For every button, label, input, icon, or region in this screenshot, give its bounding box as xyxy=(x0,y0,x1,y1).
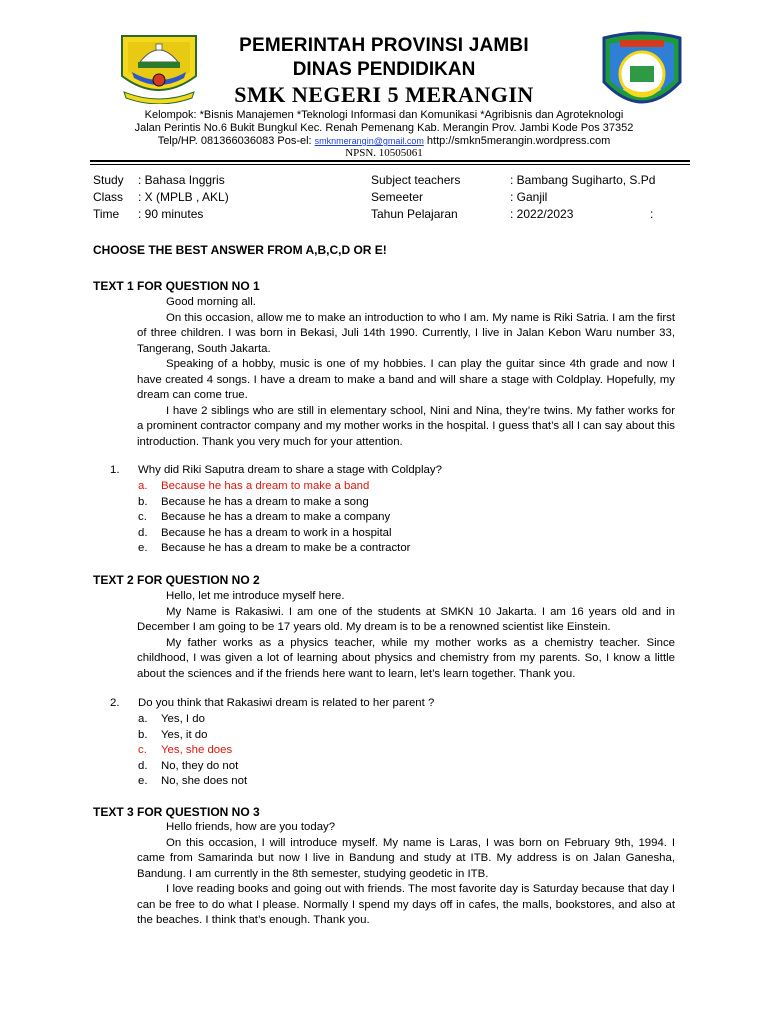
instruction-heading: CHOOSE THE BEST ANSWER FROM A,B,C,D OR E! xyxy=(93,243,387,257)
option-text: Because he has a dream to make be a contractor xyxy=(161,542,411,554)
text2-paragraph: My father works as a physics teacher, while my mother works as a chemistry teacher. Since childhood, I was given a lot of learning about physics and chemistry from my parents. So, I know a little about the sciences and if the friends here want to learn, let’s learn together. Thank you. xyxy=(137,636,675,680)
time-label: Time xyxy=(93,207,120,221)
option-letter: c. xyxy=(138,744,147,756)
text1-heading: TEXT 1 FOR QUESTION NO 1 xyxy=(93,279,260,293)
time-value: : 90 minutes xyxy=(138,207,204,221)
class-label: Class xyxy=(93,190,124,204)
year-label: Tahun Pelajaran xyxy=(371,207,458,221)
header-department-title: DINAS PENDIDIKAN xyxy=(292,59,476,80)
question-number: 1. xyxy=(110,464,120,476)
option-text: No, she does not xyxy=(161,775,248,787)
text1-paragraph: On this occasion, allow me to make an introduction to who I am. My name is Riki Satria. I am the first of three children. I was born in Bekasi, Juli 14th 1990. Currently, I live in Jalan Kebon Waru number 33, Tangerang, South Jakarta. xyxy=(137,311,675,355)
text1-paragraph: Good morning all. xyxy=(166,296,256,308)
option-text: Because he has a dream to make a company xyxy=(161,511,391,523)
option-letter: e. xyxy=(138,775,148,787)
option-text: Because he has a dream to make a band xyxy=(161,480,370,492)
header-school-name: SMK NEGERI 5 MERANGIN xyxy=(234,82,534,107)
text3-heading: TEXT 3 FOR QUESTION NO 3 xyxy=(93,805,260,819)
header-address-line-1: Kelompok: *Bisnis Manajemen *Teknologi Informasi dan Komunikasi *Agribisnis dan Agroteknologi xyxy=(144,109,624,121)
option-letter: a. xyxy=(138,713,148,725)
question-number: 2. xyxy=(110,697,120,709)
header-divider-thin xyxy=(90,164,690,165)
email-link[interactable]: smknmerangin@gmail.com xyxy=(314,136,424,146)
text2-heading: TEXT 2 FOR QUESTION NO 2 xyxy=(93,573,260,587)
question-text: Why did Riki Saputra dream to share a stage with Coldplay? xyxy=(138,464,442,476)
text3-paragraph: Hello friends, how are you today? xyxy=(166,821,336,833)
header-divider-thick xyxy=(90,160,690,162)
option-text: Because he has a dream to work in a hospital xyxy=(161,526,392,539)
teacher-value: : Bambang Sugiharto, S.Pd xyxy=(510,173,656,187)
year-trailing-colon: : xyxy=(650,207,654,221)
study-value: : Bahasa Inggris xyxy=(138,173,225,187)
text3-paragraph: I love reading books and going out with friends. The most favorite day is Saturday because that day I can be free to do what I please. Normally I spend my days off in cafes, the malls, bookstores, and also at the beaches. I think that’s enough. Thank you. xyxy=(137,883,675,926)
option-letter: b. xyxy=(138,728,148,741)
text2-paragraph: Hello, let me introduce myself here. xyxy=(166,590,345,602)
year-value: : 2022/2023 xyxy=(510,207,574,221)
option-letter: a. xyxy=(138,480,148,492)
contact-phone: Telp/HP. 081366036083 Pos-el: xyxy=(157,135,315,147)
text3-passage xyxy=(137,820,675,929)
option-text: Yes, she does xyxy=(161,744,233,756)
option-letter: d. xyxy=(138,526,148,539)
question-text: Do you think that Rakasiwi dream is related to her parent ? xyxy=(138,697,435,709)
text1-paragraph: I have 2 siblings who are still in elementary school, Nini and Nina, they’re twins. My father works for a prominent contractor company and my mother works in the hospital. I guess that’s all I can say about this introduction. Thank you very much for your attention. xyxy=(137,404,675,448)
study-label: Study xyxy=(93,173,124,187)
option-letter: c. xyxy=(138,511,147,523)
header-address-line-2: Jalan Perintis No.6 Bukit Bungkul Kec. Renah Pemenang Kab. Merangin Prov. Jambi Kode Pos 37352 xyxy=(134,122,634,134)
website-link[interactable]: http://smkn5merangin.wordpress.com xyxy=(423,135,611,147)
header-npsn: NPSN. 10505061 xyxy=(345,147,423,159)
text2-passage xyxy=(137,589,675,682)
option-letter: b. xyxy=(138,495,148,508)
option-text: Because he has a dream to make a song xyxy=(161,495,369,508)
option-text: Yes, it do xyxy=(161,728,208,741)
option-letter: e. xyxy=(138,542,148,554)
teacher-label: Subject teachers xyxy=(371,173,461,187)
header-government-title: PEMERINTAH PROVINSI JAMBI xyxy=(239,35,529,56)
semester-label: Semeeter xyxy=(371,190,424,204)
semester-value: : Ganjil xyxy=(510,190,548,204)
text2-paragraph: My Name is Rakasiwi. I am one of the students at SMKN 10 Jakarta. I am 16 years old and in December I am going to be 17 years old. My dream is to be a renowned scientist like Einstein. xyxy=(137,605,675,633)
option-letter: d. xyxy=(138,759,148,772)
text1-passage xyxy=(137,295,675,450)
text3-paragraph: On this occasion, I will introduce myself. My name is Laras, I was born on February 9th, 1994. I came from Samarinda but now I live in Bandung and study at ITB. My address is on Jalan Ganesha, Bandung. I am currently in the 8th semester, studying geodetic in ITB. xyxy=(137,836,675,880)
class-value: : X (MPLB , AKL) xyxy=(138,190,229,204)
option-text: Yes, I do xyxy=(161,713,205,725)
option-text: No, they do not xyxy=(161,759,239,772)
text1-paragraph: Speaking of a hobby, music is one of my hobbies. I can play the guitar since 4th grade and now I have created 4 songs. I have a dream to make a band and will share a stage with Coldplay. Hopefully, my dream can come true. xyxy=(137,358,675,401)
